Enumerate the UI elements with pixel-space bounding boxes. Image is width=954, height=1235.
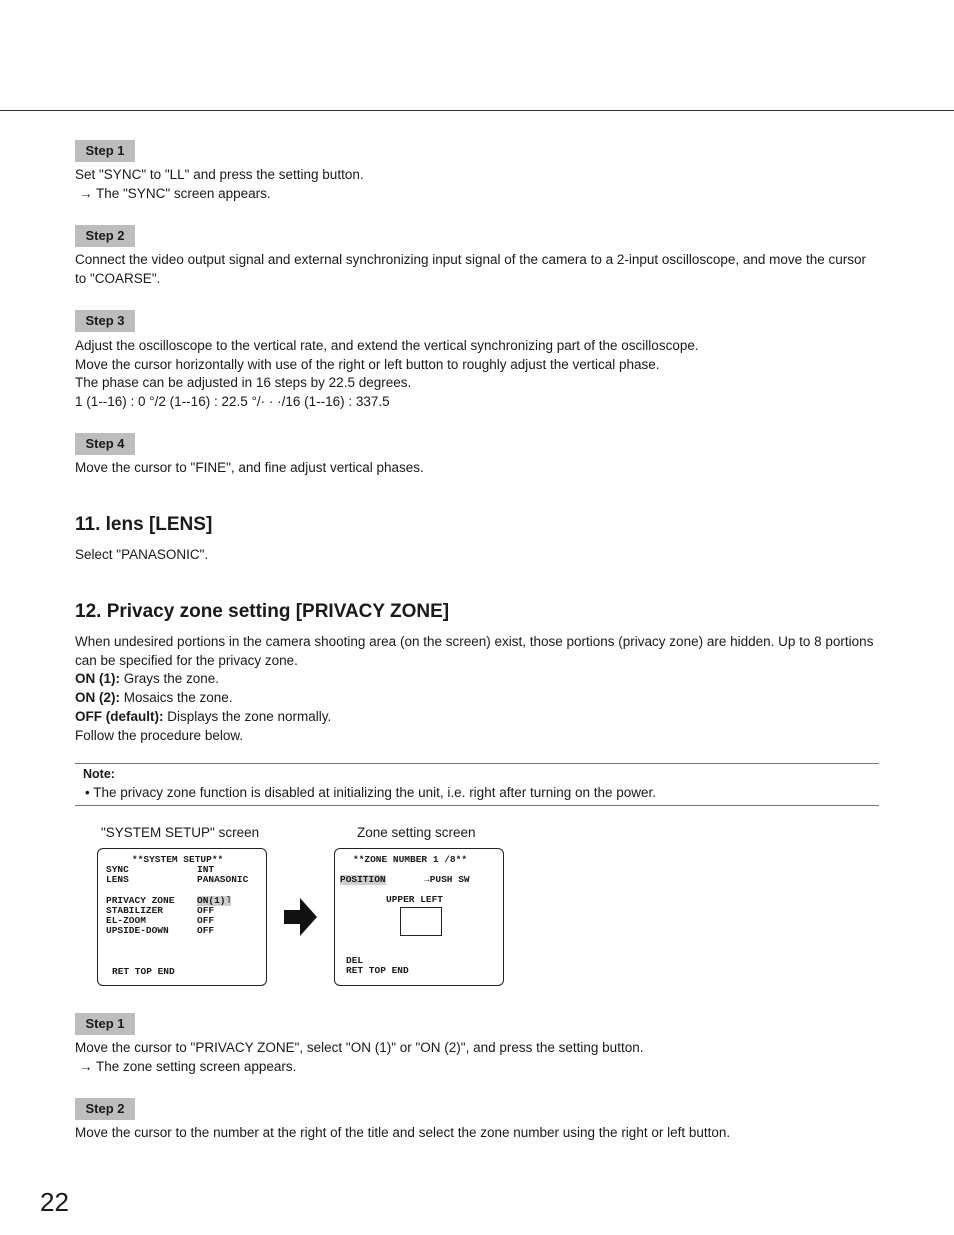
privacy-heading: 12. Privacy zone setting [PRIVACY ZONE] [75,601,450,622]
zone-setting-screen [334,848,504,986]
menu-value-lens: PANASONIC [197,874,249,885]
step-1-instruction: Set "SYNC" to "LL" and press the setting button. [75,167,364,182]
privacy-intro [75,633,881,745]
system-setup-title: **SYSTEM SETUP** [132,854,224,865]
page-number: 22 [40,1187,69,1217]
step-1-text [75,166,881,203]
option-off [75,708,881,727]
menu-label-sync: SYNC [106,864,129,875]
lens-heading: 11. lens [LENS] [75,514,213,535]
menu-value-upside-down: OFF [197,925,215,936]
option-on2 [75,689,881,708]
menu-value-stabilizer: OFF [197,905,215,916]
step-1-result: → The "SYNC" screen appears. [79,185,271,201]
option-off-label: OFF (default): [75,708,164,724]
step-2-text [75,251,881,288]
zone-del: DEL [346,955,364,966]
zone-screen-title: **ZONE NUMBER 1 /8** [353,854,468,865]
option-on2-label: ON (2): [75,690,120,706]
zone-corner-label: UPPER LEFT [386,894,444,905]
privacy-intro-line-2: can be specified for the privacy zone. [75,652,298,668]
menu-label-upside-down: UPSIDE-DOWN [106,925,169,936]
caption-zone-setting: Zone setting screen [357,825,476,840]
step-1-badge: Step 1 [75,140,135,162]
privacy-step-1-result: → The zone setting screen appears. [79,1058,297,1074]
lens-text [75,546,881,565]
zone-position-label: POSITION [340,874,386,885]
arrow-right-icon [284,898,318,936]
zone-rectangle [400,907,442,936]
option-on1-label: ON (1): [75,671,120,687]
step-3-badge: Step 3 [75,310,135,332]
privacy-step-2-badge: Step 2 [75,1098,135,1120]
option-on1-text: Grays the zone. [120,671,220,687]
note-box [75,763,879,806]
header-rule [0,110,954,111]
note-item: • The privacy zone function is disabled at initializing the unit, i.e. right after turning on the power. [85,785,657,800]
note-title: Note: [83,767,115,781]
menu-label-privacy-zone: PRIVACY ZONE [106,895,175,906]
lens-instruction: Select "PANASONIC". [75,547,209,562]
menu-label-lens: LENS [106,874,129,885]
system-setup-screen [97,848,267,986]
privacy-zone-value-text: ON(1) [197,895,226,906]
step-3-line-3: The phase can be adjusted in 16 steps by 22.5 degrees. [75,375,412,391]
cursor-mark-icon: ˥ [225,895,232,906]
menu-value-sync: INT [197,864,215,875]
step-3-line-4: 1 (1--16) : 0 °/2 (1--16) : 22.5 °/· · ·/16 (1--16) : 337.5 [75,394,390,410]
step-3-text [75,337,881,412]
privacy-step-2-text [75,1124,881,1143]
step-3-line-2: Move the cursor horizontally with use of the right or left button to roughly adjust the vertical phase. [75,356,660,372]
step-4-badge: Step 4 [75,433,135,455]
system-setup-footer: RET TOP END [112,966,175,977]
privacy-step-1-badge: Step 1 [75,1013,135,1035]
step-2-line-1: Connect the video output signal and external synchronizing input signal of the camera to a 2-input oscilloscope, and move the cursor [75,252,866,267]
privacy-step-1-instruction: Move the cursor to "PRIVACY ZONE", select "ON (1)" or "ON (2)", and press the setting button. [75,1040,644,1055]
menu-label-el-zoom: EL-ZOOM [106,915,146,926]
step-4-text [75,459,881,478]
privacy-intro-line-1: When undesired portions in the camera shooting area (on the screen) exist, those portions (privacy zone) are hidden. Up to 8 portions [75,634,874,649]
menu-value-el-zoom: OFF [197,915,215,926]
option-on1 [75,670,881,689]
step-2-badge: Step 2 [75,225,135,247]
caption-system-setup: "SYSTEM SETUP" screen [101,825,260,840]
option-on2-text: Mosaics the zone. [120,690,233,706]
privacy-step-2-instruction: Move the cursor to the number at the right of the title and select the zone number using the right or left button. [75,1125,731,1140]
option-off-text: Displays the zone normally. [163,708,332,724]
step-2-line-2: to "COARSE". [75,270,161,286]
step-3-line-1: Adjust the oscilloscope to the vertical rate, and extend the vertical synchronizing part of the oscilloscope. [75,338,699,353]
zone-push-sw: →PUSH SW [424,874,470,885]
step-4-instruction: Move the cursor to "FINE", and fine adjust vertical phases. [75,460,424,475]
privacy-step-1-text [75,1039,881,1076]
menu-label-stabilizer: STABILIZER [106,905,164,916]
privacy-follow: Follow the procedure below. [75,727,244,743]
zone-screen-footer: RET TOP END [346,965,409,976]
